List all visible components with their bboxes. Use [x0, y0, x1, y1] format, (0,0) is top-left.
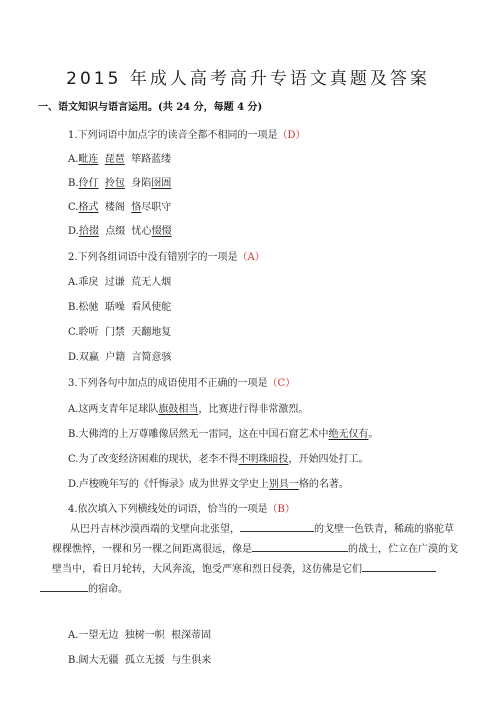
question-1-answer: （D）	[277, 130, 306, 141]
option-text: 松驰 聒噪 看风使舵	[78, 302, 172, 313]
option-text: 为了改变经济困难的现状，老李不得	[78, 454, 239, 465]
question-3-answer: （C）	[267, 378, 296, 389]
marked-word: 不明珠暗投	[238, 454, 289, 465]
question-4-passage: 从巴丹吉林沙漠西端的戈壁向北张望， 的戈壁一色铁青，稀疏的骆驼草棵棵憔悴，一棵和另一棵之间距离很远，像是 的战士，伫立在广漠的戈壁当中，看日月轮转，大风奔流，饱受严寒和烈日侵袭，这仿佛是它们的宿命。	[52, 520, 462, 600]
option-letter: D.	[68, 352, 79, 363]
option-text: 大佛湾的上万尊雕像居然无一雷同，这在中国石窟艺术中	[78, 429, 329, 440]
option-letter: C.	[68, 454, 79, 465]
fill-blank-2	[252, 541, 348, 552]
question-1-option-b	[68, 174, 171, 189]
option-letter: B.	[68, 429, 79, 440]
marked-word: 拾掇	[78, 226, 99, 237]
option-text: 乖戾 过谦 荒无人烟	[78, 277, 172, 288]
option-letter: B.	[68, 178, 79, 189]
option-text: 卢梭晚年写的《忏悔录》成为世界文学史上	[78, 479, 269, 490]
fill-blank-1	[240, 521, 314, 532]
question-2-answer: （A）	[237, 252, 265, 263]
option-text: 格的名著。	[298, 479, 349, 490]
option-letter: C.	[68, 202, 79, 213]
marked-word: 别具一	[268, 479, 299, 490]
option-text: 筚路蓝缕	[131, 154, 172, 165]
question-3-option-d	[68, 475, 349, 490]
fill-blank-3	[362, 561, 436, 572]
marked-word: 琵琶	[104, 154, 125, 165]
marked-word: 拎包	[104, 178, 125, 189]
option-text: 一望无边 独树一帜 根深蒂固	[78, 630, 212, 641]
question-2-option-c	[68, 323, 171, 338]
question-4-option-b	[68, 651, 211, 666]
marked-word: 恪	[131, 202, 142, 213]
option-letter: B.	[68, 302, 79, 313]
option-letter: C.	[68, 327, 79, 338]
option-letter: D.	[68, 479, 79, 490]
marked-word: 惙惙	[151, 226, 172, 237]
question-1-stem: 1.下列词语中加点字的读音全都不相同的一项是（D）	[68, 130, 306, 141]
option-text: 。	[368, 429, 379, 440]
question-1-option-d	[68, 222, 172, 237]
question-4-stem: 4.依次填入下列横线处的词语，恰当的一项是（B）	[68, 504, 295, 515]
option-text: 身陷	[124, 178, 152, 189]
question-4-option-a	[68, 626, 211, 641]
marked-word: 旗鼓相当	[158, 404, 199, 415]
option-text: 尽职守	[141, 202, 172, 213]
marked-word: 格式	[78, 202, 99, 213]
option-text: 这两支青年足球队	[78, 404, 159, 415]
question-2-stem: 2.下列各组词语中没有错别字的一项是（A）	[68, 252, 265, 263]
option-text: 阔大无疆 孤立无援 与生俱来	[78, 655, 212, 666]
question-2-option-a	[68, 273, 171, 288]
question-2-option-b	[68, 298, 171, 313]
option-text: 双赢 户籍 言简意骇	[78, 352, 172, 363]
option-letter: A.	[68, 277, 79, 288]
question-2-option-d	[68, 348, 172, 363]
option-letter: A.	[68, 630, 79, 641]
question-1-option-a	[68, 150, 171, 165]
page-title: 2015 年成人高考高升专语文真题及答案	[66, 69, 430, 89]
marked-word: 囹圄	[151, 178, 172, 189]
option-letter: D.	[68, 226, 79, 237]
marked-word: 伶仃	[78, 178, 99, 189]
question-3-option-a	[68, 400, 308, 415]
option-letter: A.	[68, 404, 79, 415]
option-text: ，比赛进行得非常激烈。	[198, 404, 309, 415]
option-text: ，开始四处打工。	[288, 454, 369, 465]
option-text: 聆听 门禁 天翻地复	[78, 327, 172, 338]
section-heading: 一、语文知识与语言运用。(共 24 分，每题 4 分)	[38, 102, 263, 113]
fill-blank-3-cont	[40, 581, 88, 592]
marked-word: 绝无仅有	[328, 429, 369, 440]
option-text: 点缀 忧心	[98, 226, 152, 237]
question-4-answer: （B）	[267, 504, 295, 515]
option-letter: B.	[68, 655, 79, 666]
question-3-option-b	[68, 425, 379, 440]
marked-word: 毗连	[78, 154, 99, 165]
question-1-option-c	[68, 198, 171, 213]
question-3-option-c	[68, 450, 368, 465]
option-text: 楼阁	[98, 202, 132, 213]
option-letter: A.	[68, 154, 79, 165]
question-3-stem: 3.下列各句中加点的成语使用不正确的一项是（C）	[68, 378, 296, 389]
